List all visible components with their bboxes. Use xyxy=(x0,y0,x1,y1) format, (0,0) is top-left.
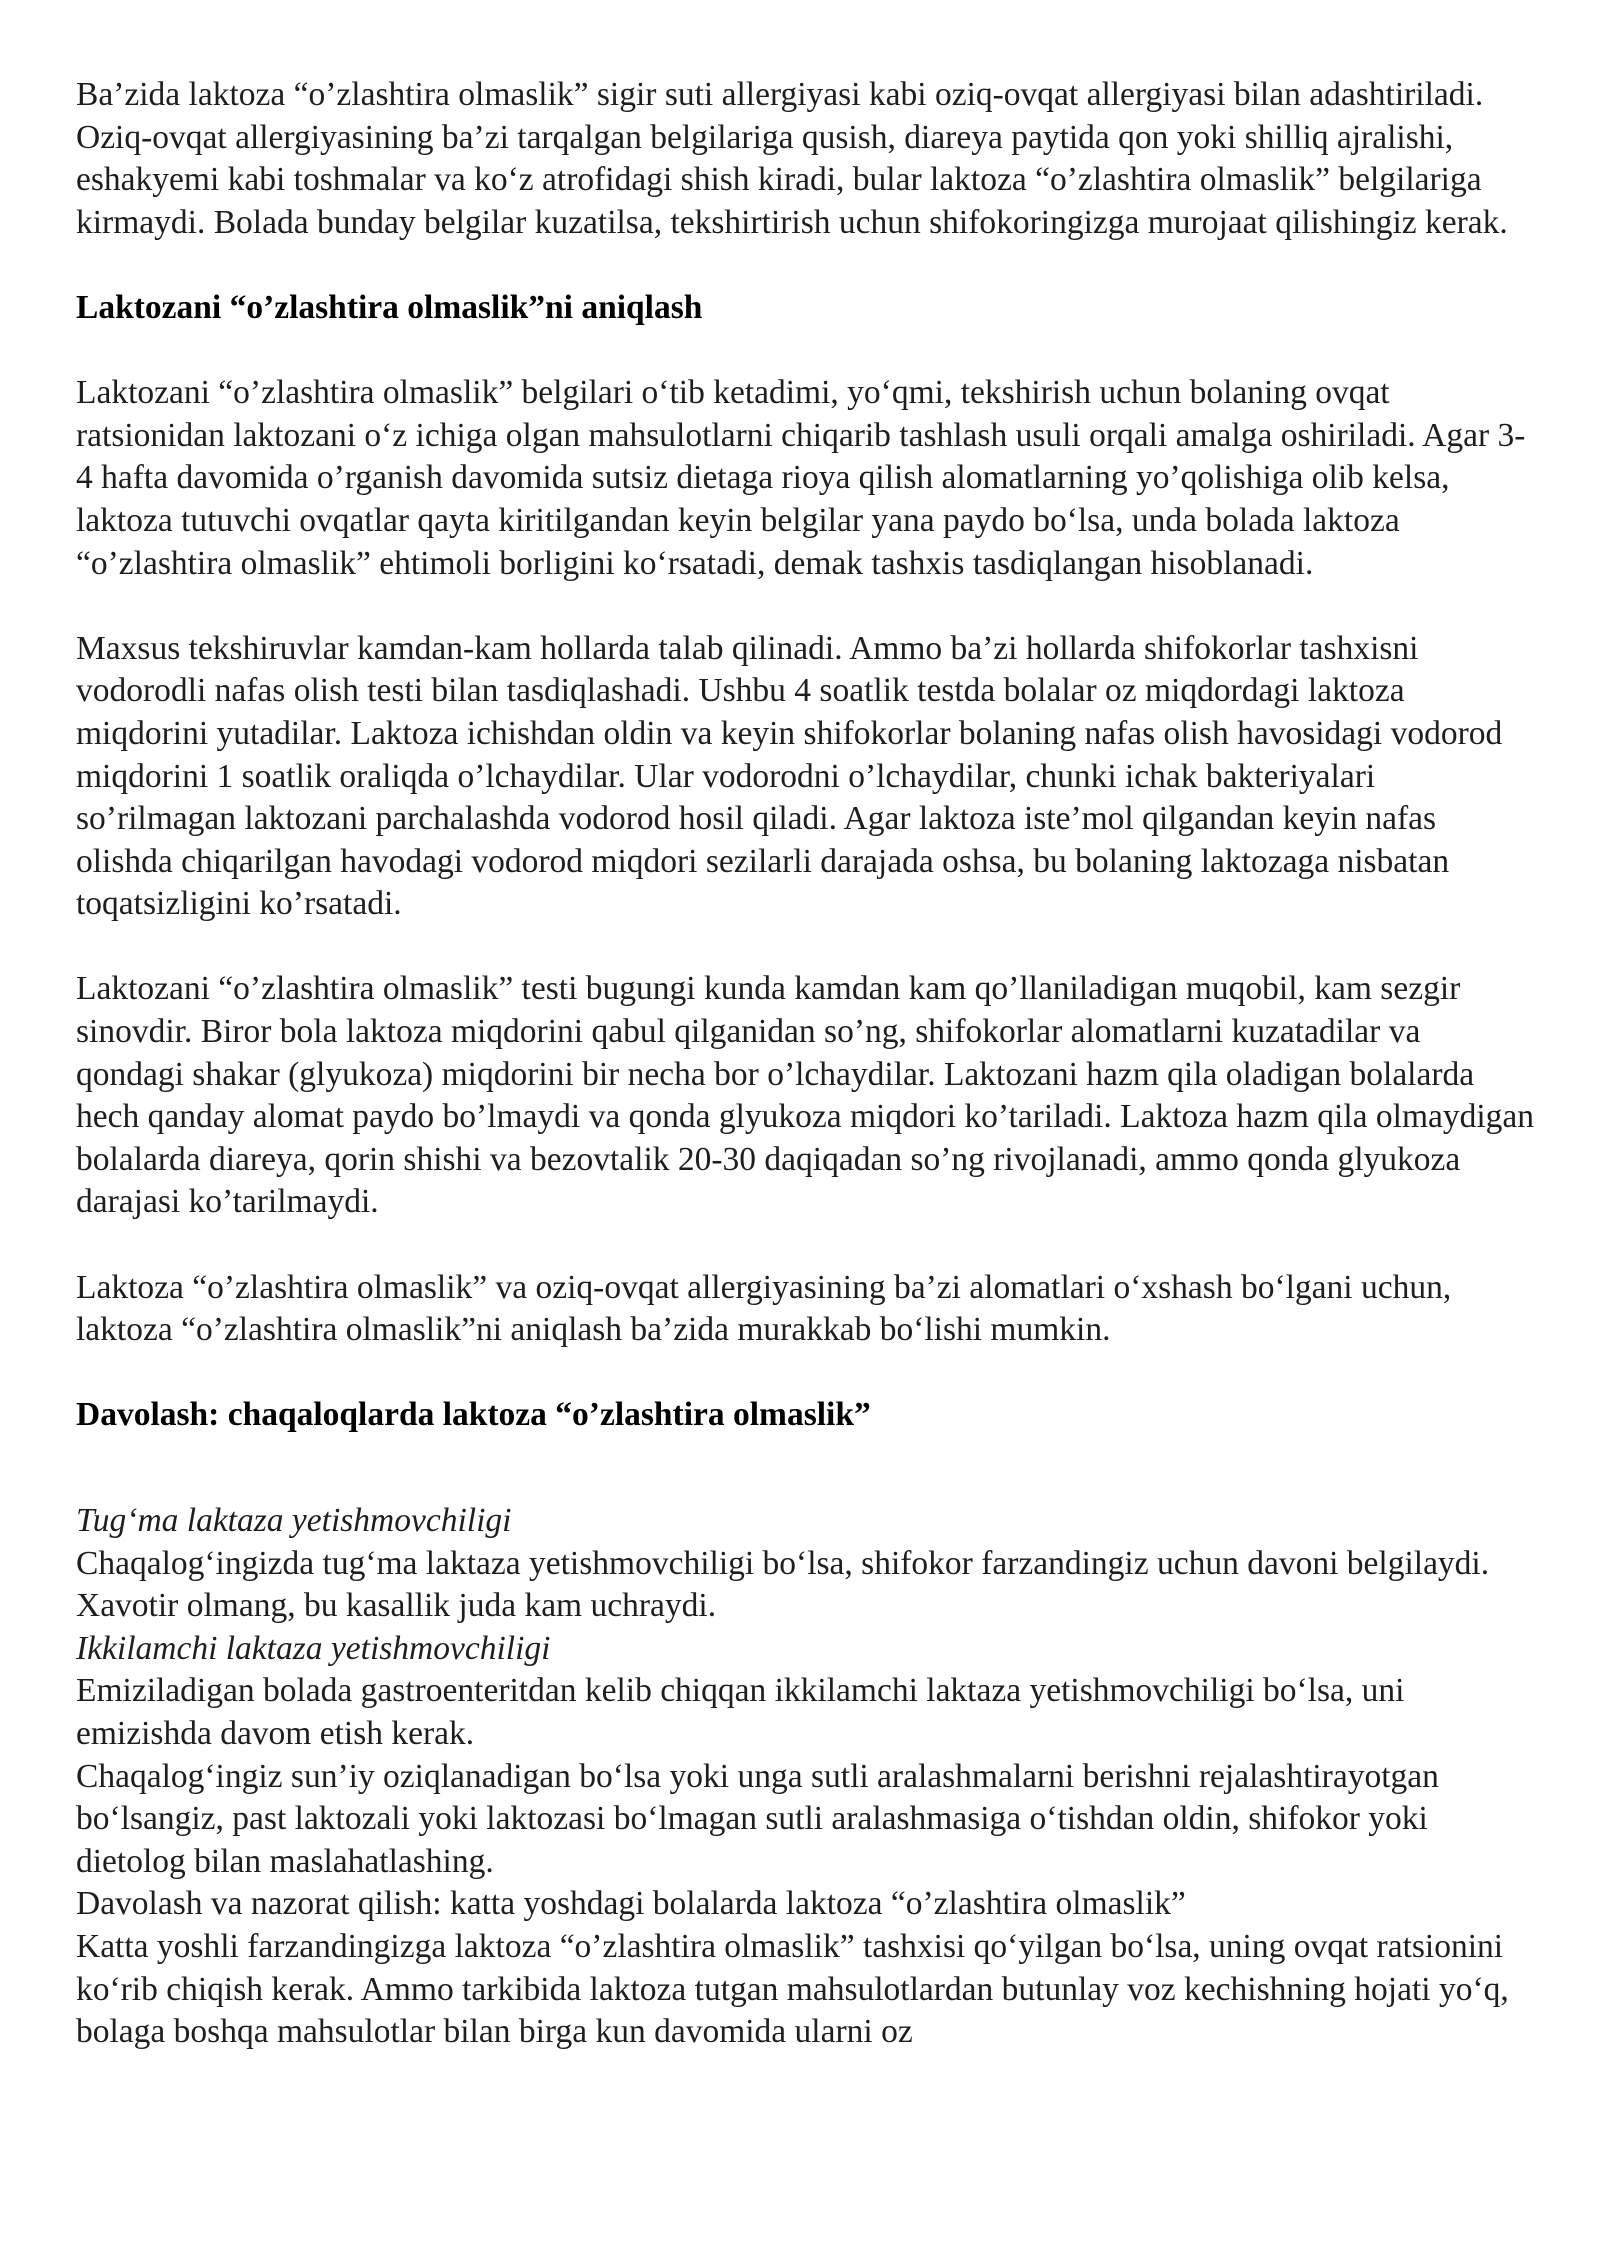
formula-feeding-paragraph: Chaqalog‘ingiz sun’iy oziqlanadigan bo‘lsa yoki unga sutli aralashmalarni berishni rejalashtirayotgan bo‘lsangiz, past laktozali yoki laktozasi bo‘lmagan sutli aralashmasiga o‘tishdan oldin, shifokor yoki dietolog bilan maslahatlashing. xyxy=(76,1757,1439,1880)
lactose-tolerance-test-paragraph: Laktozani “o’zlashtira olmaslik” testi bugungi kunda kamdan kam qo’llaniladigan muqobil, kam sezgir sinovdir. Biror bola laktoza miqdorini qabul qilganidan so’ng, shifokorlar alomatlarni kuzatadilar va qondagi shakar (glyukoza) miqdorini bir necha bor o’lchaydilar. Laktozani hazm qila oladigan bolalarda hech qanday alomat paydo bo’lmaydi va qonda glyukoza miqdori ko’tariladi. Laktoza hazm qila olmaydigan bolalarda diareya, qorin shishi va bezovtalik 20-30 daqiqadan so’ng rivojlanadi, ammo qonda glyukoza darajasi ko’tarilmaydi. xyxy=(76,970,1535,1221)
diagnosis-complexity-paragraph: Laktoza “o’zlashtira olmaslik” va oziq-ovqat allergiyasining ba’zi alomatlari o‘xshash bo‘lgani uchun, laktoza “o’zlashtira olmaslik”ni aniqlash ba’zida murakkab bo‘lishi mumkin. xyxy=(76,1268,1452,1349)
section-heading-treatment-infants: Davolash: chaqaloqlarda laktoza “o’zlashtira olmaslik” xyxy=(76,1396,871,1434)
congenital-deficiency-paragraph: Chaqalog‘ingizda tug‘ma laktaza yetishmovchiligi bo‘lsa, shifokor farzandingiz uchun davoni belgilaydi. Xavotir olmang, bu kasallik juda kam uchraydi. xyxy=(76,1544,1490,1625)
hydrogen-breath-test-paragraph: Maxsus tekshiruvlar kamdan-kam hollarda talab qilinadi. Ammo ba’zi hollarda shifokorlar tashxisni vodorodli nafas olish testi bilan tasdiqlashadi. Ushbu 4 soatlik testda bolalar oz miqdordagi laktoza miqdorini yutadilar. Laktoza ichishdan oldin va keyin shifokorlar bolaning nafas olish havosidagi vodorod miqdorini 1 soatlik oraliqda o’lchaydilar. Ular vodorodni o’lchaydilar, chunki ichak bakteriyalari so’rilmagan laktozani parchalashda vodorod hosil qiladi. Agar laktoza iste’mol qilgandan keyin nafas olishda chiqarilgan havodagi vodorod miqdori sezilarli darajada oshsa, bu bolaning laktozaga nisbatan toqatsizligini ko’rsatadi. xyxy=(76,629,1503,923)
subheading-secondary-deficiency: Ikkilamchi laktaza yetishmovchiligi xyxy=(76,1629,551,1667)
older-children-diet-paragraph: Katta yoshli farzandingizga laktoza “o’zlashtira olmaslik” tashxisi qo‘yilgan bo‘lsa, uning ovqat ratsionini ko‘rib chiqish kerak. Ammo tarkibida laktoza tutgan mahsulotlardan butunlay voz kechishning hojati yo‘q, bolaga boshqa mahsulotlar bilan birga kun davomida ularni oz xyxy=(76,1927,1509,2051)
document-page xyxy=(76,74,1536,2054)
section-heading-diagnosis: Laktozani “o’zlashtira olmaslik”ni aniqlash xyxy=(76,288,703,326)
secondary-deficiency-paragraph: Emiziladigan bolada gastroenteritdan kelib chiqqan ikkilamchi laktaza yetishmovchiligi bo‘lsa, uni emizishda davom etish kerak. xyxy=(76,1672,1405,1752)
intro-paragraph: Ba’zida laktoza “o’zlashtira olmaslik” sigir suti allergiyasi kabi oziq-ovqat allergiyasi bilan adashtiriladi. Oziq-ovqat allergiyasining ba’zi tarqalgan belgilariga qusish, diareya paytida qon yoki shilliq ajralishi, eshakyemi kabi toshmalar va ko‘z atrofidagi shish kiradi, bular laktoza “o’zlashtira olmaslik” belgilariga kirmaydi. Bolada bunday belgilar kuzatilsa, tekshirtirish uchun shifokoringizga murojaat qilishingiz kerak. xyxy=(76,76,1508,241)
treatment-older-children-line: Davolash va nazorat qilish: katta yoshdagi bolalarda laktoza “o’zlashtira olmaslik” xyxy=(76,1885,1186,1923)
elimination-diet-paragraph: Laktozani “o’zlashtira olmaslik” belgilari o‘tib ketadimi, yo‘qmi, tekshirish uchun bolaning ovqat ratsionidan laktozani o‘z ichiga olgan mahsulotlarni chiqarib tashlash usuli orqali amalga oshiriladi. Agar 3-4 hafta davomida o’rganish davomida sutsiz dietaga rioya qilish alomatlarning yo’qolishiga olib kelsa, laktoza tutuvchi ovqatlar qayta kiritilgandan keyin belgilar yana paydo bo‘lsa, unda bolada laktoza “o’zlashtira olmaslik” ehtimoli borligini ko‘rsatadi, demak tashxis tasdiqlangan hisoblanadi. xyxy=(76,374,1526,582)
subheading-congenital-deficiency: Tug‘ma laktaza yetishmovchiligi xyxy=(76,1502,512,1539)
